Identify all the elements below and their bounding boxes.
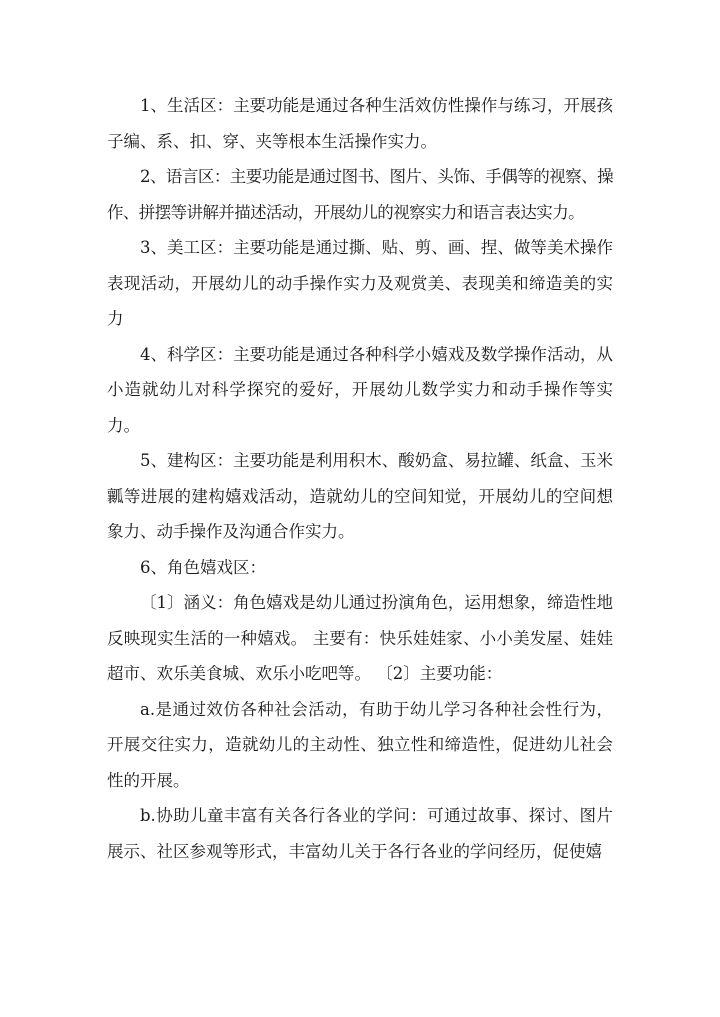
paragraph-function-a: a.是通过效仿各种社会活动，有助于幼儿学习各种社会性行为，开展交往实力，造就幼儿的主动性、独立性和缔造性，促进幼儿社会性的开展。 (107, 699, 613, 790)
paragraph-role-play-definition: 〔1〕涵义：角色嬉戏是幼儿通过扮演角色，运用想象，缔造性地反映现实生活的一种嬉戏。 主要有：快乐娃娃家、小小美发屋、娃娃超市、欢乐美食城、欢乐小吃吧等。 〔2〕主要功能： (107, 593, 613, 683)
paragraph-art-area: 3、美工区：主要功能是通过撕、贴、剪、画、捏、做等美术操作表现活动，开展幼儿的动手操作实力及观赏美、表现美和缔造美的实力 (107, 238, 613, 328)
document-body (107, 88, 613, 869)
paragraph-construction-area: 5、建构区：主要功能是利用积木、酸奶盒、易拉罐、纸盒、玉米瓤等进展的建构嬉戏活动，造就幼儿的空间知觉，开展幼儿的空间想象力、动手操作及沟通合作实力。 (107, 451, 613, 541)
paragraph-function-b: b.协助儿童丰富有关各行各业的学问：可通过故事、探讨、图片展示、社区参观等形式，丰富幼儿关于各行各业的学问经历，促使嬉 (107, 806, 613, 861)
paragraph-language-area: 2、语言区：主要功能是通过图书、图片、头饰、手偶等的视察、操作、拼摆等讲解并描述活动，开展幼儿的视察实力和语言表达实力。 (107, 167, 613, 222)
paragraph-living-area: 1、生活区：主要功能是通过各种生活效仿性操作与练习，开展孩子编、系、扣、穿、夹等根本生活操作实力。 (107, 96, 613, 151)
paragraph-role-play-heading: 6、角色嬉戏区： (140, 557, 266, 577)
paragraph-science-area: 4、科学区：主要功能是通过各种科学小嬉戏及数学操作活动，从小造就幼儿对科学探究的爱好，开展幼儿数学实力和动手操作等实力。 (107, 344, 613, 435)
